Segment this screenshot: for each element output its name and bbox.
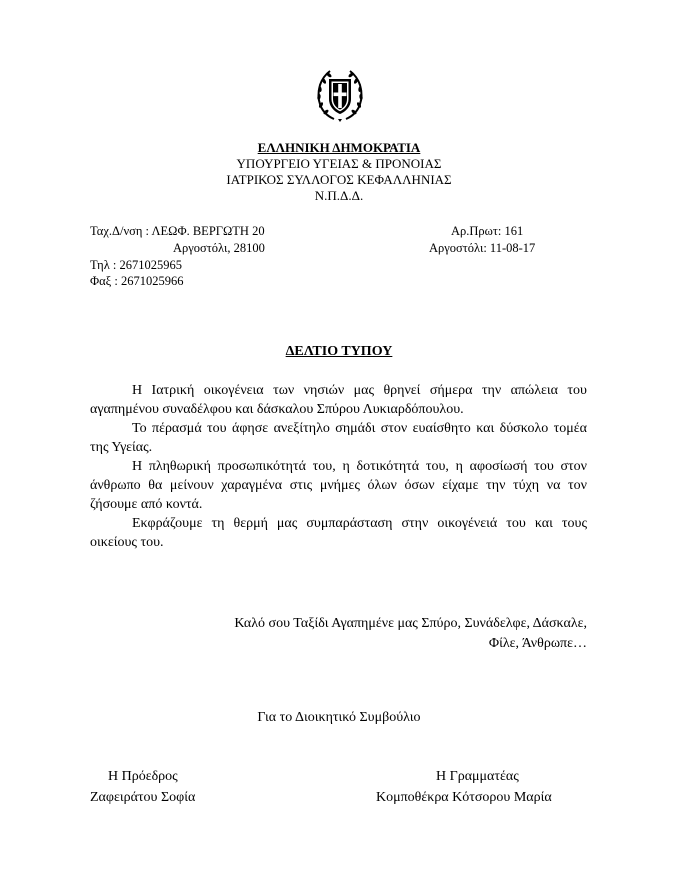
header-country: ΕΛΛΗΝΙΚΗ ΔΗΜΟΚΡΑΤΙΑ	[257, 140, 421, 155]
closing-farewell	[234, 614, 587, 654]
body-text	[90, 381, 587, 552]
header-legal-status: Ν.Π.Δ.Δ.	[314, 188, 364, 203]
signature-role: Η Πρόεδρος	[108, 769, 178, 784]
signature-role: Η Γραμματέας	[436, 769, 519, 784]
signature-secretary	[376, 766, 552, 808]
body-paragraph: Η Ιατρική οικογένεια των νησιών μας θρηνεί σήμερα την απώλεια του αγαπημένου συναδέλφου και δάσκαλου Σπύρου Λυκιαρδόπουλου.	[90, 383, 587, 417]
signature-name: Κομποθέκρα Κότσορου Μαρία	[376, 790, 552, 805]
organization-header	[0, 140, 678, 204]
body-paragraph: Το πέρασμά του άφησε ανεξίτηλο σημάδι στον ευαίσθητο και δύσκολο τομέα της Υγείας.	[90, 421, 587, 455]
board-signoff: Για το Διοικητικό Συμβούλιο	[257, 710, 421, 725]
document-date: Αργοστόλι: 11-08-17	[429, 241, 536, 255]
header-association: ΙΑΤΡΙΚΟΣ ΣΥΛΛΟΓΟΣ ΚΕΦΑΛΛΗΝΙΑΣ	[226, 172, 452, 187]
signature-name: Ζαφειράτου Σοφία	[90, 790, 196, 805]
contact-fax: Φαξ : 2671025966	[90, 274, 184, 288]
closing-line: Φίλε, Άνθρωπε…	[488, 636, 587, 651]
closing-line: Καλό σου Ταξίδι Αγαπημένε μας Σπύρο, Συνάδελφε, Δάσκαλε,	[234, 616, 587, 631]
body-paragraph: Η πληθωρική προσωπικότητά του, η δοτικότητά του, η αφοσίωσή του στον άνθρωπο θα μείνουν χαραγμένα στις μνήμες όλων όσων είχαμε την τύχη να τον ζήσουμε από κοντά.	[90, 459, 587, 512]
contact-phone: Τηλ : 2671025965	[90, 258, 182, 272]
body-paragraph: Εκφράζουμε τη θερμή μας συμπαράσταση στην οικογένειά του και τους οικείους του.	[90, 516, 587, 550]
document-title: ΔΕΛΤΙΟ ΤΥΠΟΥ	[285, 344, 393, 359]
greek-coat-of-arms-emblem	[312, 65, 368, 123]
protocol-number: Αρ.Πρωτ: 161	[451, 224, 524, 238]
contact-city: Αργοστόλι, 28100	[173, 241, 265, 255]
contact-address: Ταχ.Δ/νση : ΛΕΩΦ. ΒΕΡΓΩΤΗ 20	[90, 224, 265, 238]
signature-president	[90, 766, 195, 808]
header-ministry: ΥΠΟΥΡΓΕΙΟ ΥΓΕΙΑΣ & ΠΡΟΝΟΙΑΣ	[236, 156, 442, 171]
